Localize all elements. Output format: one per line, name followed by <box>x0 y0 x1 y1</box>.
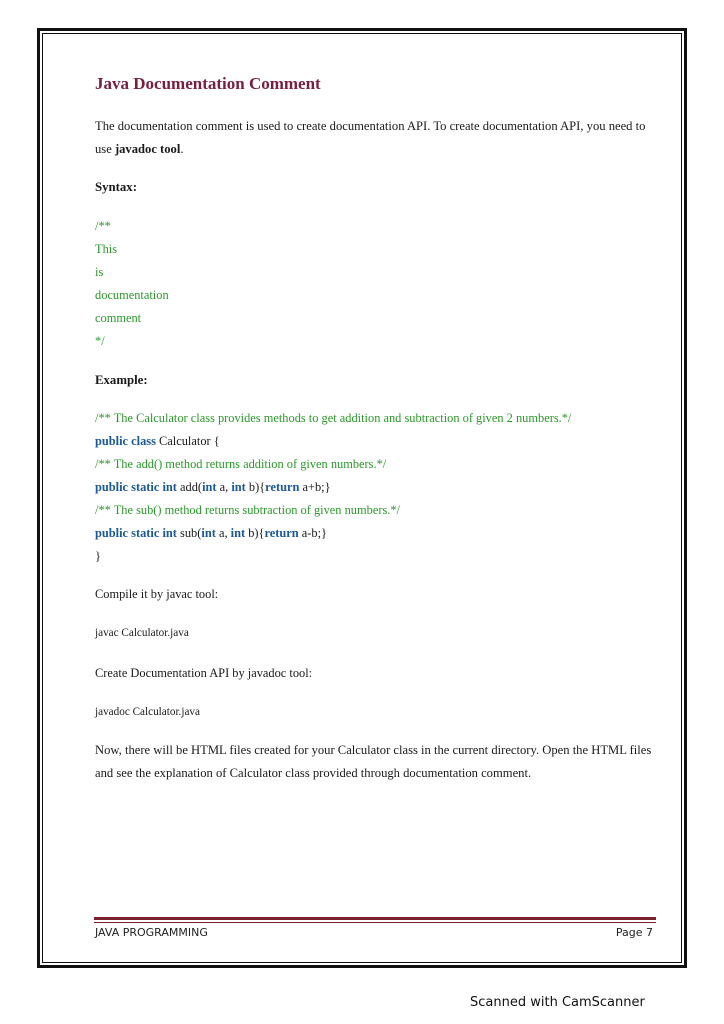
code-keyword: return <box>265 480 300 494</box>
syntax-line: /** <box>95 219 111 233</box>
scanner-watermark: Scanned with CamScanner <box>470 995 645 1010</box>
page-title: Java Documentation Comment <box>95 74 321 93</box>
closing-paragraph: Now, there will be HTML files created for your Calculator class in the current directory. Open the HTML files and see the explanation of Calculator class provided through documentation comment. <box>95 743 652 780</box>
code-line <box>95 526 327 541</box>
example-label: Example: <box>95 373 148 387</box>
compile-text: Compile it by javac tool: <box>95 587 219 601</box>
code-line <box>95 480 331 495</box>
footer-title: JAVA PROGRAMMING <box>95 926 208 939</box>
code-line <box>95 434 220 449</box>
footer-rule-thin <box>94 922 656 923</box>
code-line: } <box>95 549 101 563</box>
code-text: b){ <box>245 480 266 494</box>
syntax-line: */ <box>95 334 105 348</box>
intro-text-end: . <box>180 142 184 156</box>
code-keyword: public class <box>95 434 156 448</box>
intro-paragraph <box>95 115 660 161</box>
code-text: a, <box>216 480 232 494</box>
syntax-line: This <box>95 242 118 256</box>
code-keyword: int <box>230 526 246 540</box>
page-number: Page 7 <box>615 926 653 939</box>
code-text: b){ <box>245 526 265 540</box>
page-border-inner <box>42 33 682 963</box>
code-keyword: int <box>202 480 217 494</box>
code-comment-line: /** The add() method returns addition of given numbers.*/ <box>95 457 387 471</box>
code-keyword: int <box>201 526 216 540</box>
code-keyword: public static int <box>95 526 177 540</box>
code-text: a, <box>215 526 231 540</box>
code-keyword: return <box>264 526 299 540</box>
compile-command: javac Calculator.java <box>95 627 189 639</box>
syntax-line: is <box>95 265 104 279</box>
footer-rule <box>94 917 656 920</box>
code-text: add( <box>176 480 203 494</box>
code-text: Calculator { <box>155 434 220 448</box>
code-comment-line: /** The sub() method returns subtraction of given numbers.*/ <box>95 503 401 517</box>
code-text: sub( <box>176 526 202 540</box>
javadoc-command: javadoc Calculator.java <box>95 706 200 718</box>
create-doc-text: Create Documentation API by javadoc tool: <box>95 666 313 680</box>
intro-bold: javadoc tool <box>114 142 181 156</box>
code-keyword: public static int <box>95 480 177 494</box>
code-text: a-b;} <box>298 526 327 540</box>
code-comment-line: /** The Calculator class provides methods to get addition and subtraction of given 2 numbers.*/ <box>95 411 572 425</box>
syntax-line: comment <box>95 311 142 325</box>
code-keyword: int <box>231 480 246 494</box>
syntax-label: Syntax: <box>95 180 137 194</box>
intro-text: The documentation comment is used to create documentation API. To create documentation API, you need to use <box>95 119 646 156</box>
syntax-line: documentation <box>95 288 169 302</box>
code-text: a+b;} <box>299 480 331 494</box>
